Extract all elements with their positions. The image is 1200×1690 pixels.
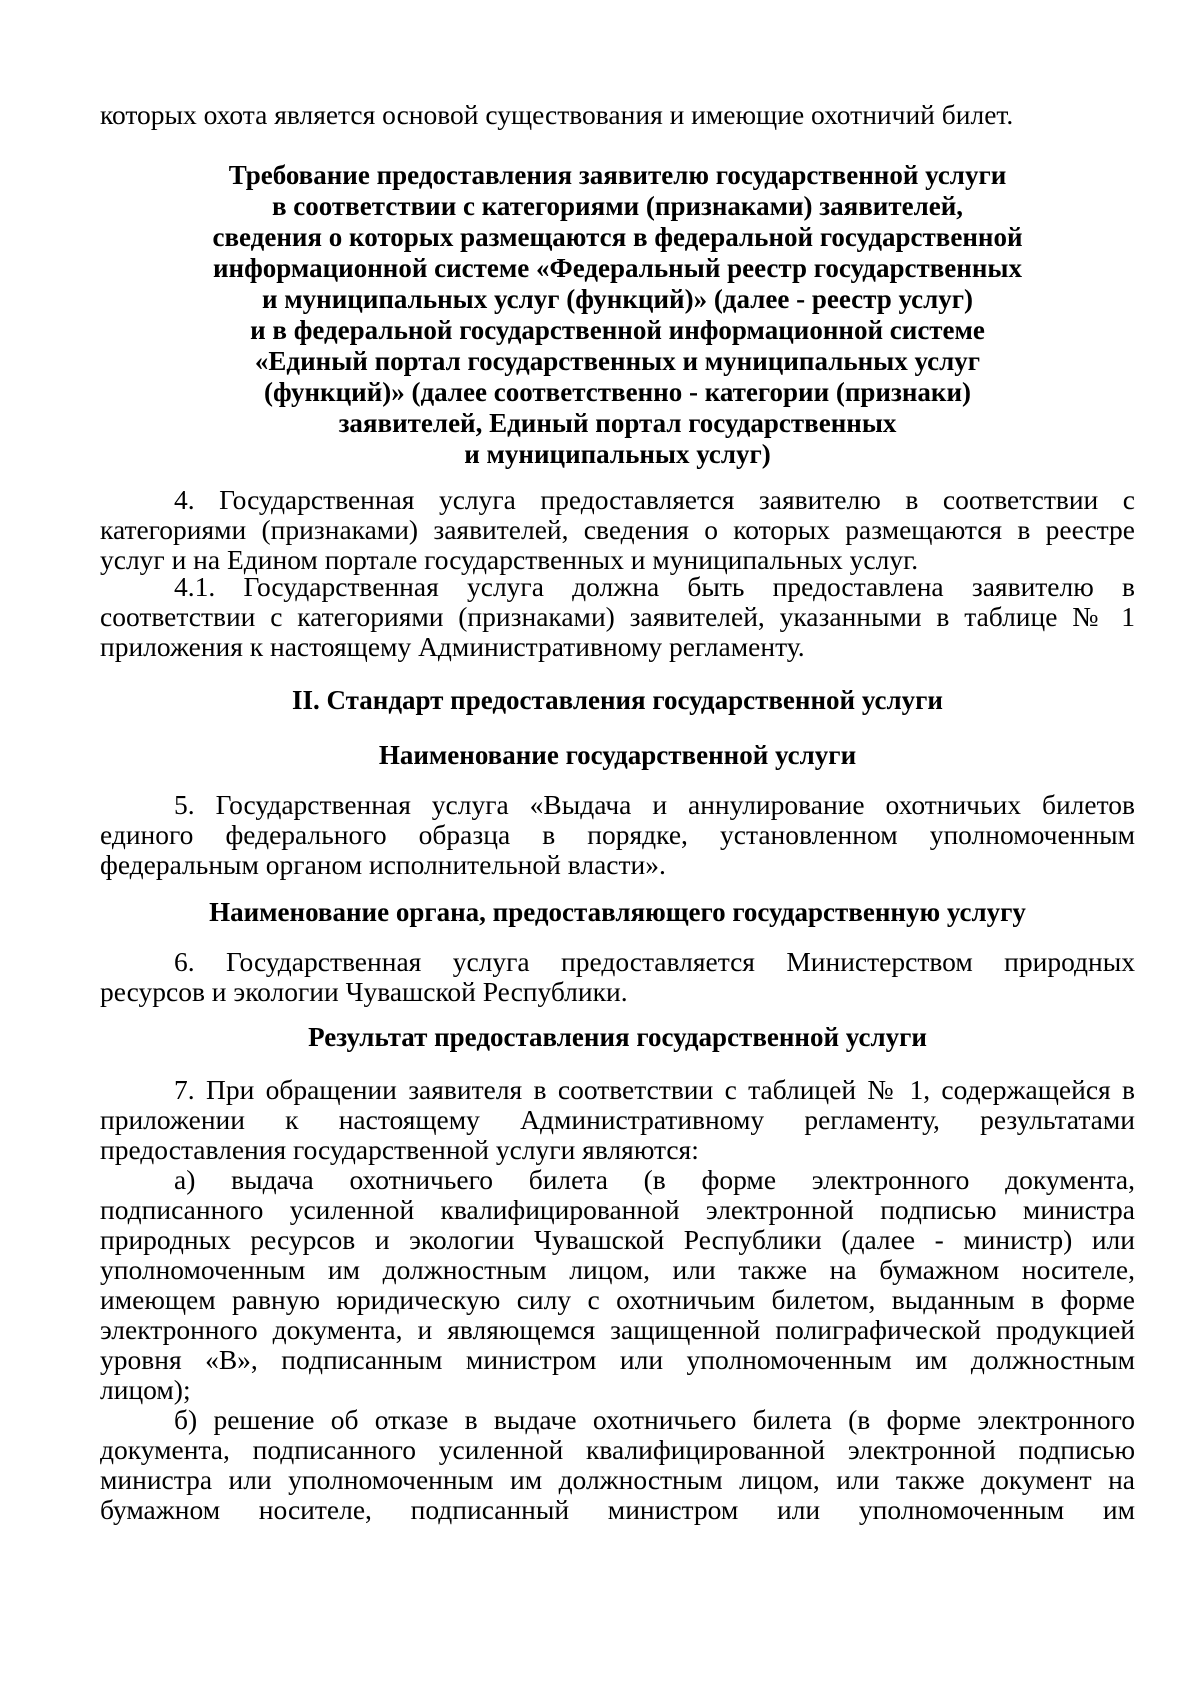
heading-line: Требование предоставления заявителю государственной услуги [228,160,1007,190]
paragraph-line: имеющем равную юридическую силу с охотничьим билетом, выданным в форме [100,1285,1135,1315]
paragraph-line: уровня «В», подписанным министром или уполномоченным им должностным [100,1345,1135,1375]
paragraph-line: б) решение об отказе в выдаче охотничьего билета (в форме электронного [174,1405,1135,1435]
heading-line: и муниципальных услуг) [464,439,771,469]
heading-line: и в федеральной государственной информационной системе [250,315,985,345]
heading-line: «Единый портал государственных и муниципальных услуг [254,346,981,376]
paragraph-line: предоставления государственной услуги являются: [100,1135,699,1165]
paragraph-line: приложения к настоящему Административному регламенту. [100,632,805,662]
paragraph-line: 4.1. Государственная услуга должна быть предоставлена заявителю в [174,572,1135,602]
paragraph-line: услуг и на Едином портале государственных и муниципальных услуг. [100,545,919,575]
result-heading: Результат предоставления государственной услуги [308,1022,927,1052]
paragraph-6 [100,947,1135,1007]
paragraph-4-1 [100,572,1135,662]
paragraph-line: 4. Государственная услуга предоставляется заявителю в соответствии с [174,485,1135,515]
continuation-line: которых охота является основой существования и имеющие охотничий билет. [100,99,1014,130]
paragraph-line: 5. Государственная услуга «Выдача и аннулирование охотничьих билетов [174,790,1135,820]
heading-line: в соответствии с категориями (признаками) заявителей, [271,191,964,221]
paragraph-line: единого федерального образца в порядке, установленном уполномоченным [100,820,1135,850]
paragraph-line: ресурсов и экологии Чувашской Республики. [100,977,628,1007]
paragraph-7 [100,1075,1135,1165]
section-2-title: II. Стандарт предоставления государственной услуги [292,685,943,715]
organ-heading: Наименование органа, предоставляющего государственную услугу [209,897,1026,927]
heading-line: информационной системе «Федеральный реестр государственных [213,253,1022,283]
paragraph-line: министра или уполномоченным им должностным лицом, или также документ на [100,1465,1135,1495]
paragraph-line: электронного документа, и являющемся защищенной полиграфической продукцией [100,1315,1135,1345]
paragraph-7a [100,1165,1135,1405]
paragraph-line: документа, подписанного усиленной квалифицированной электронной подписью [100,1435,1135,1465]
paragraph-line: бумажном носителе, подписанный министром или уполномоченным им [100,1495,1135,1525]
paragraph-line: соответствии с категориями (признаками) заявителей, указанными в таблице № 1 [100,602,1135,632]
heading-line: сведения о которых размещаются в федеральной государственной [212,222,1023,252]
paragraph-line: лицом); [100,1375,191,1405]
paragraph-line: уполномоченным им должностным лицом, или также на бумажном носителе, [100,1255,1135,1285]
heading-line: и муниципальных услуг (функций)» (далее - реестр услуг) [261,284,974,314]
paragraph-line: категориями (признаками) заявителей, сведения о которых размещаются в реестре [100,515,1135,545]
heading-line: (функций)» (далее соответственно - категории (признаки) [263,377,972,407]
service-name-heading: Наименование государственной услуги [378,740,857,770]
paragraph-7b [100,1405,1135,1525]
requirements-heading [100,160,1135,470]
paragraph-4 [100,485,1135,575]
paragraph-line: приложении к настоящему Административному регламенту, результатами [100,1105,1135,1135]
paragraph-line: 6. Государственная услуга предоставляется Министерством природных [174,947,1135,977]
paragraph-line: а) выдача охотничьего билета (в форме электронного документа, [174,1165,1135,1195]
paragraph-line: подписанного усиленной квалифицированной электронной подписью министра [100,1195,1135,1225]
paragraph-5 [100,790,1135,880]
paragraph-line: 7. При обращении заявителя в соответствии с таблицей № 1, содержащейся в [174,1075,1135,1105]
paragraph-line: федеральным органом исполнительной власти». [100,850,666,880]
heading-line: заявителей, Единый портал государственных [338,408,897,438]
paragraph-line: природных ресурсов и экологии Чувашской Республики (далее - министр) или [100,1225,1135,1255]
